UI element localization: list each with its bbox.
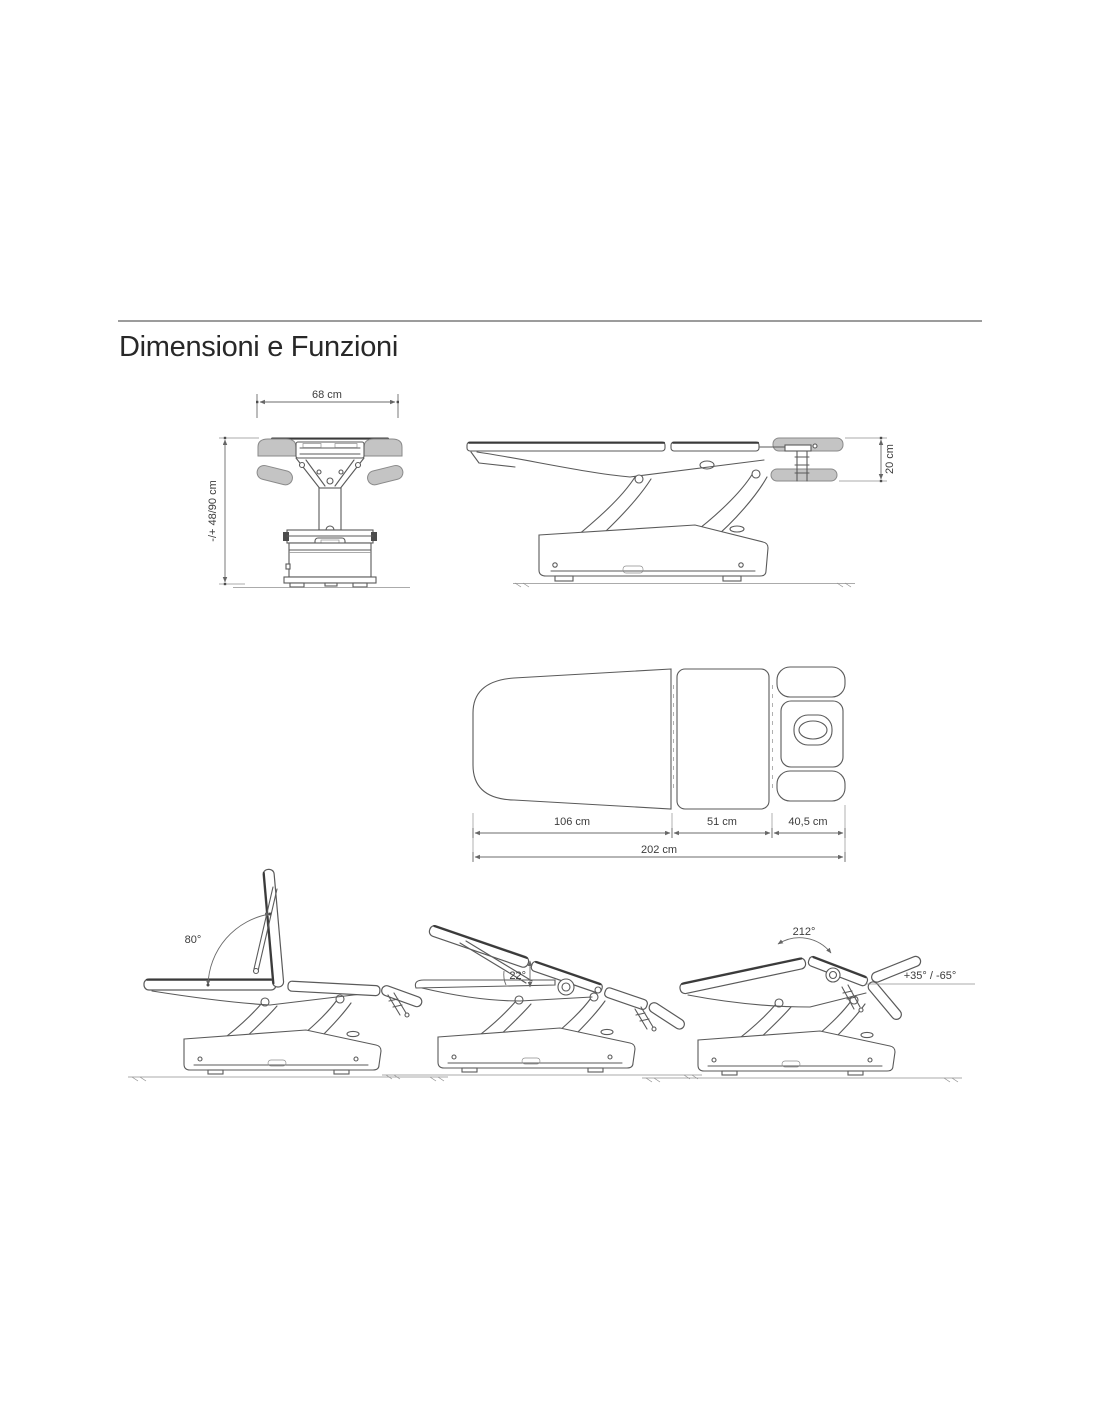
side-headrest-lower-pad [771,469,837,481]
backrest-position-view [128,869,448,1081]
front-armrest-left-down [256,464,294,486]
front-height-dimension [207,437,259,585]
side-headrest [760,438,843,481]
front-support-column [296,458,364,530]
tilt-angle-label: 22° [509,970,526,982]
top-head-length-label: 40,5 cm [788,816,828,828]
front-armrest-right-down [366,464,404,486]
top-divider [118,320,982,322]
front-armrest-left-up [258,439,296,456]
top-view-diagram [450,655,870,867]
tilted-top [428,924,649,1010]
front-width-dimension [256,389,399,418]
top-view-dimensions [473,805,845,862]
flex-left-surface [679,957,806,994]
front-view-diagram [175,386,465,600]
front-base [233,530,410,588]
top-total-length-label: 202 cm [640,844,678,856]
front-width-label: 68 cm [312,389,342,401]
function-views-diagram [130,857,990,1100]
flex-angle-arc [778,938,831,953]
page-title: Dimensioni e Funzioni [119,331,398,363]
top-view-sections [473,667,845,809]
flex-position-view [642,926,975,1082]
tilt-position-view [382,924,702,1079]
headrest-angle-label: +35° / -65° [903,970,957,982]
flex-angle-label: 212° [792,926,816,938]
top-seat-section [677,669,769,809]
side-base [513,525,855,587]
top-leg-section [473,669,671,809]
top-leg-length-label: 106 cm [553,816,591,828]
top-seat-length-label: 51 cm [707,816,737,828]
top-armrest-upper [777,667,845,697]
side-tabletop [467,442,759,469]
front-armrest-right-up [364,439,402,456]
backrest-angle-arc [208,914,270,985]
top-face-hole [794,715,832,745]
side-headrest-range-label: 20 cm [884,444,896,474]
side-view-diagram [455,423,905,595]
top-armrest-lower [777,771,845,801]
pos3-headrest-down [866,980,903,1022]
backrest-angle-label: 80° [184,934,202,946]
front-height-label: -/+ 48/90 cm [207,480,219,542]
side-headrest-dimension [839,437,896,482]
